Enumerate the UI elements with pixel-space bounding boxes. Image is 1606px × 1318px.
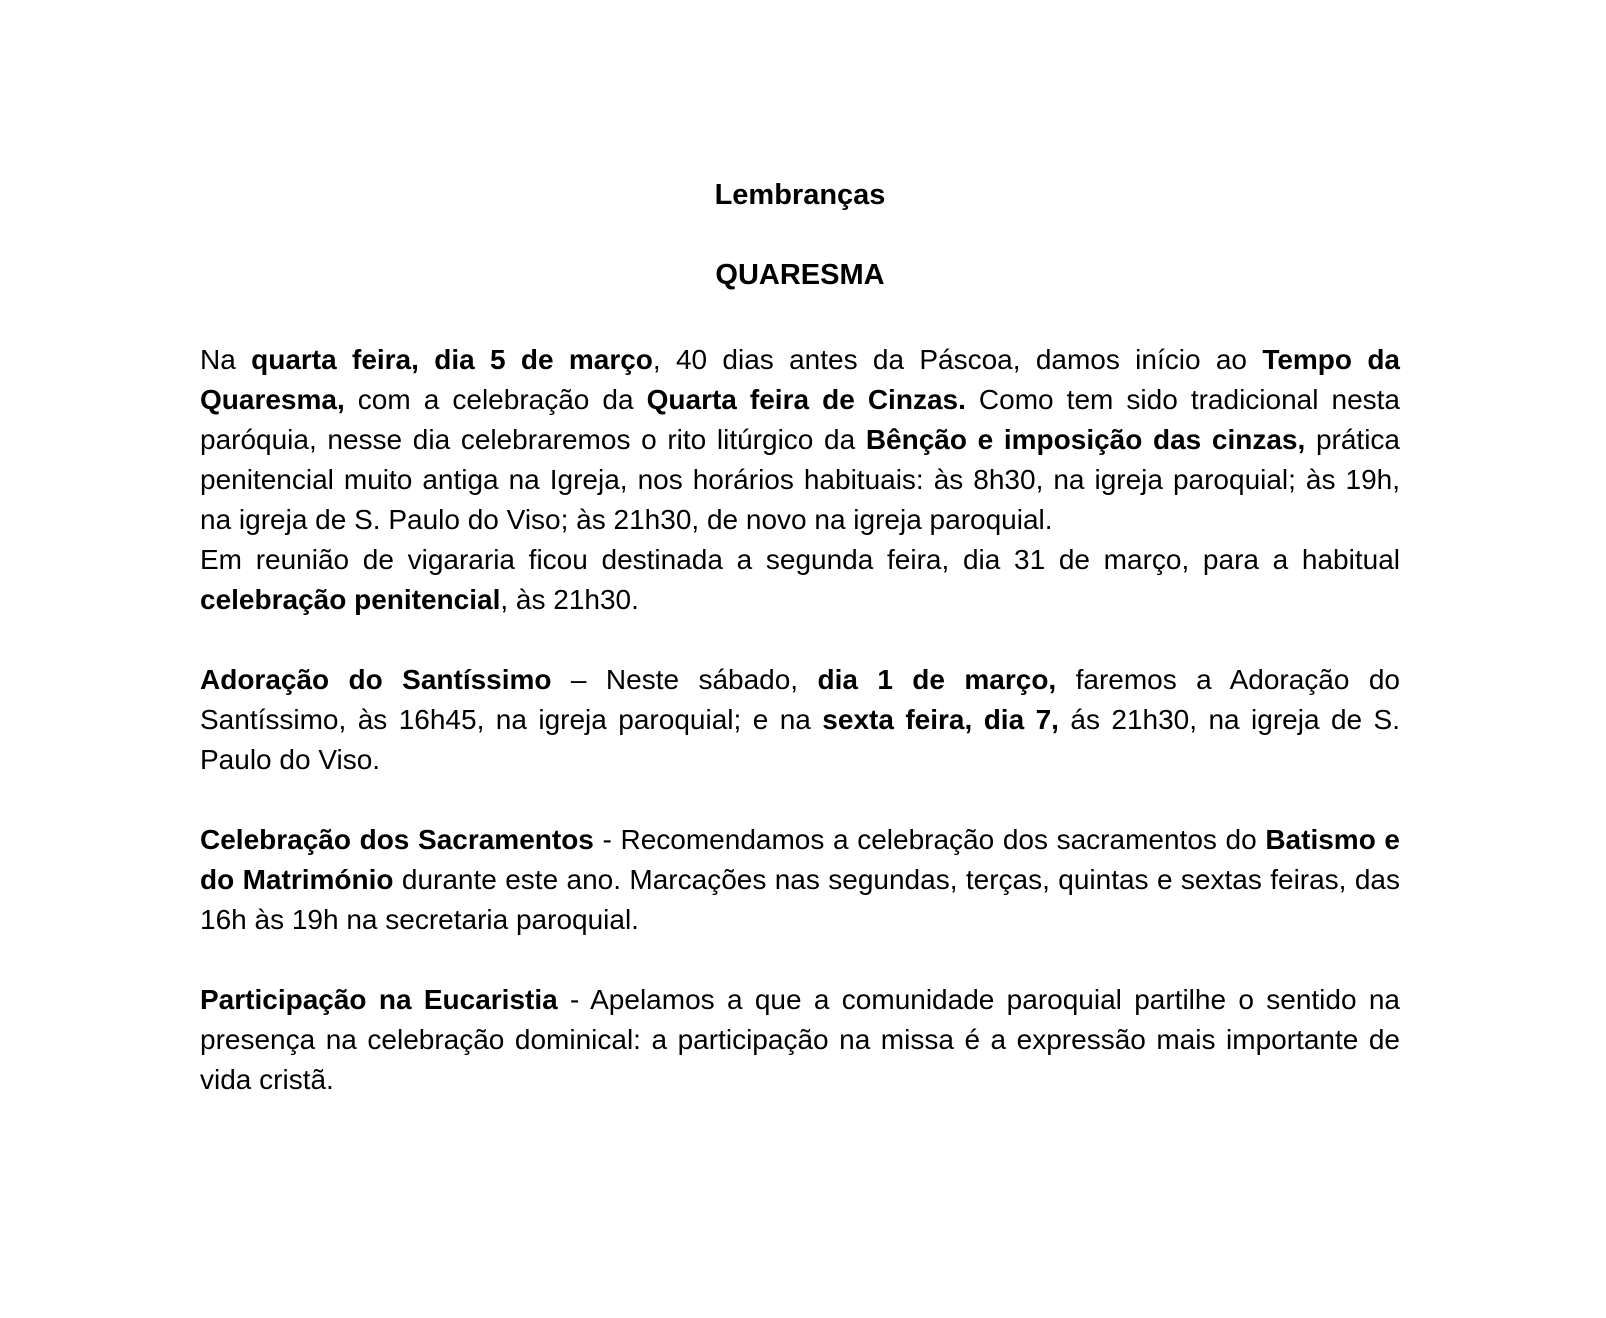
paragraph-quaresma-intro: Na quarta feira, dia 5 de março, 40 dias antes da Páscoa, damos início ao Tempo da Quaresma, com a celebração da Quarta feira de Cinzas. Como tem sido tradicional nesta paróquia, nesse dia celebraremos o rito litúrgico da Bênção e imposição das cinzas, prática penitencial muito antiga na Igreja, nos horários habituais: às 8h30, na igreja paroquial; às 19h, na igreja de S. Paulo do Viso; às 21h30, de novo na igreja paroquial.: [200, 344, 1400, 535]
document-subtitle: QUARESMA: [715, 259, 885, 291]
paragraph-reuniao-vigararia: Em reunião de vigararia ficou destinada a segunda feira, dia 31 de março, para a habitual celebração penitencial, às 21h30.: [200, 544, 1400, 615]
paragraph-participacao-eucaristia: Participação na Eucaristia - Apelamos a que a comunidade paroquial partilhe o sentido na presença na celebração dominical: a participação na missa é a expressão mais importante de vida cristã.: [200, 984, 1401, 1095]
document-title: Lembranças: [714, 179, 886, 211]
paragraph-adoracao-santissimo: Adoração do Santíssimo – Neste sábado, dia 1 de março, faremos a Adoração do Santíssimo, às 16h45, na igreja paroquial; e na sexta feira, dia 7, ás 21h30, na igreja de S. Paulo do Viso.: [200, 664, 1401, 775]
paragraph-container: [200, 340, 1400, 1100]
paragraph-celebracao-sacramentos: Celebração dos Sacramentos - Recomendamos a celebração dos sacramentos do Batismo e do Matrimónio durante este ano. Marcações nas segundas, terças, quintas e sextas feiras, das 16h às 19h na secretaria paroquial.: [200, 824, 1401, 935]
